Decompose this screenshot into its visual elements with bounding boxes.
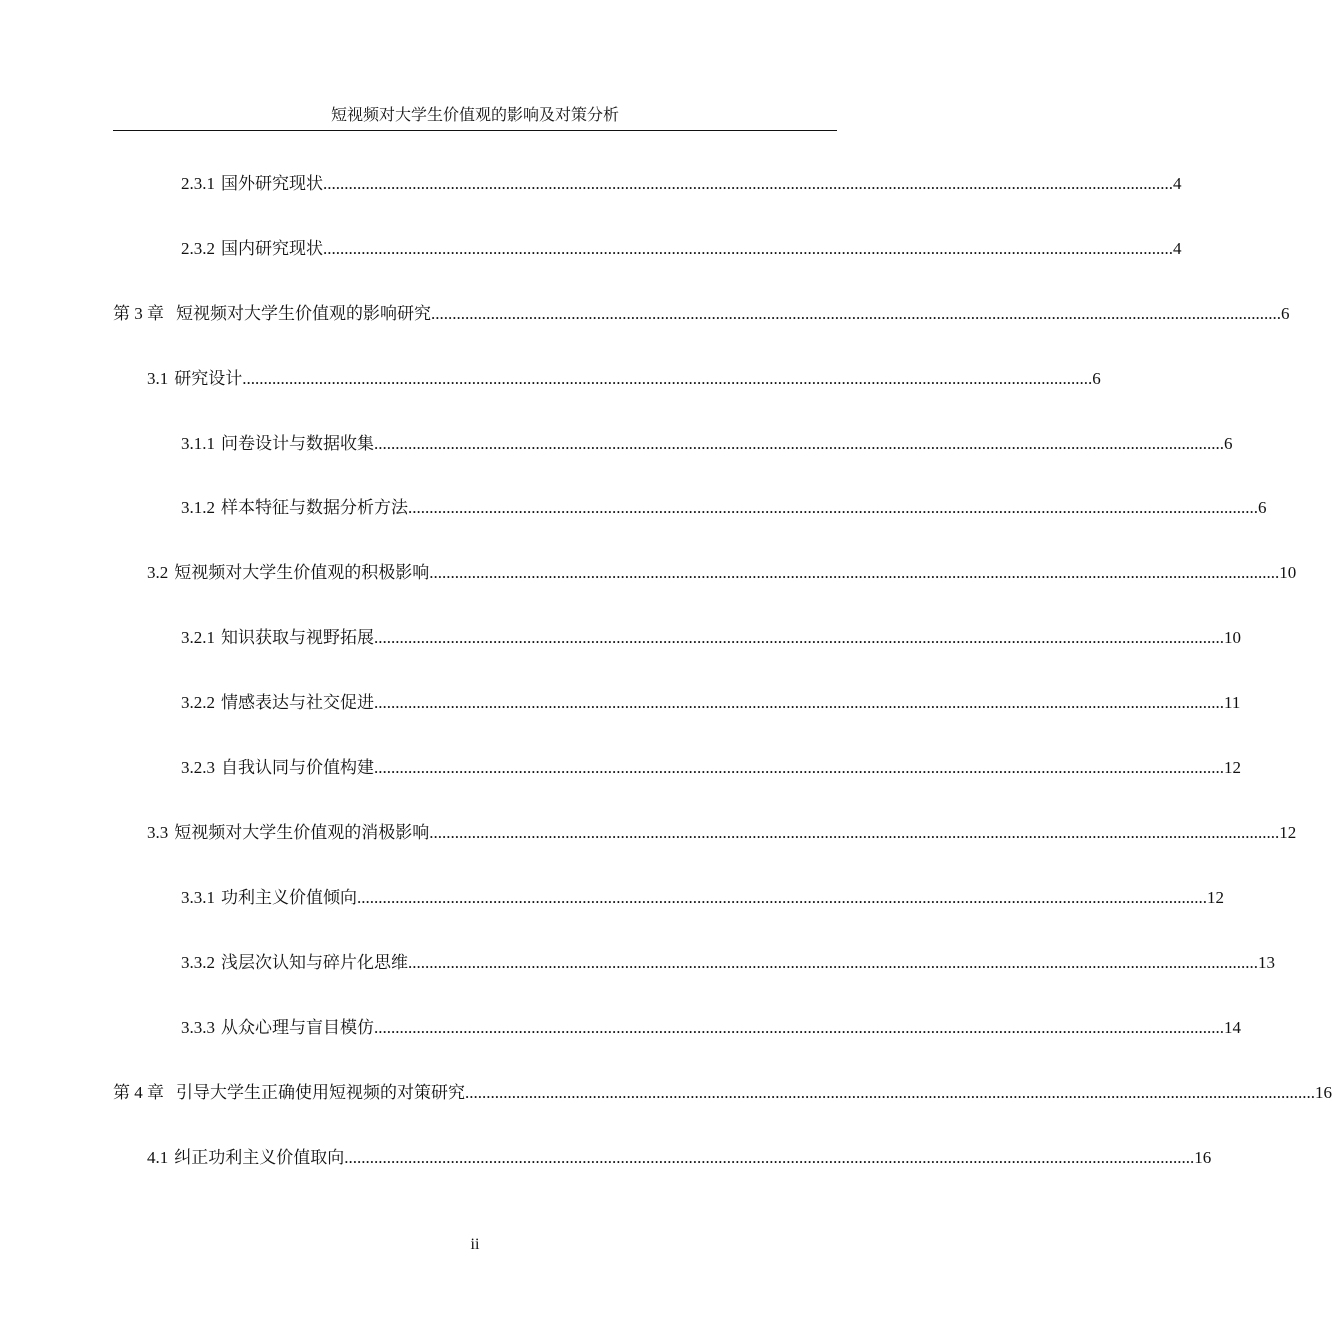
- dot-leader: ........................................................................................................................................................................................................: [408, 498, 1258, 517]
- toc-entry-4-1[interactable]: [147, 1145, 1212, 1171]
- toc-entry-page: 4: [1173, 239, 1182, 258]
- toc-entry-3-2[interactable]: [147, 560, 1297, 586]
- toc-entry-page: 12: [1207, 888, 1224, 907]
- toc-entry-page: 12: [1279, 823, 1297, 842]
- toc-entry-chapter-3[interactable]: [113, 301, 1290, 327]
- toc-entry-title: 从众心理与盲目模仿: [221, 1018, 374, 1037]
- dot-leader: ........................................................................................................................................................................................................: [374, 434, 1224, 453]
- dot-leader: ........................................................................................................................................................................................................: [429, 563, 1280, 582]
- toc-entry-page: 13: [1258, 953, 1275, 972]
- toc-entry-number: 3.3: [147, 823, 169, 842]
- toc-entry-number: 3.1.1: [181, 434, 215, 453]
- toc-entry-number: 3.1.2: [181, 498, 215, 517]
- toc-entry-page: 6: [1224, 434, 1233, 453]
- dot-leader: ........................................................................................................................................................................................................: [242, 369, 1093, 388]
- toc-entry-page: 6: [1092, 369, 1101, 388]
- dot-leader: ........................................................................................................................................................................................................: [465, 1083, 1315, 1102]
- toc-entry-title: 情感表达与社交促进: [221, 693, 374, 712]
- toc-entry-3-3[interactable]: [147, 820, 1297, 846]
- toc-entry-title: 国外研究现状: [221, 174, 323, 193]
- toc-entry-number: 2.3.2: [181, 239, 215, 258]
- toc-entry-number: 3.2: [147, 563, 169, 582]
- toc-entry-number: 3.3.3: [181, 1018, 215, 1037]
- dot-leader: ........................................................................................................................................................................................................: [374, 1018, 1224, 1037]
- toc-entry-3-2-3[interactable]: [181, 755, 1241, 781]
- dot-leader: ........................................................................................................................................................................................................: [374, 628, 1224, 647]
- toc-entry-3-3-3[interactable]: [181, 1015, 1241, 1041]
- page-header-title: 短视频对大学生价值观的影响及对策分析: [330, 107, 619, 124]
- toc-entry-page: 16: [1194, 1148, 1212, 1167]
- toc-entry-page: 14: [1224, 1018, 1241, 1037]
- toc-entry-title: 纠正功利主义价值取向: [174, 1148, 345, 1167]
- toc-entry-3-3-2[interactable]: [181, 950, 1275, 976]
- toc-entry-3-2-2[interactable]: [181, 690, 1241, 716]
- toc-entry-number: 4.1: [147, 1148, 169, 1167]
- toc-entry-page: 6: [1258, 498, 1267, 517]
- toc-entry-page: 6: [1281, 304, 1290, 323]
- toc-entry-title: 知识获取与视野拓展: [221, 628, 374, 647]
- toc-entry-title: 短视频对大学生价值观的积极影响: [174, 563, 430, 582]
- toc-entry-number: 3.3.1: [181, 888, 215, 907]
- toc-entry-3-1-2[interactable]: [181, 495, 1267, 521]
- toc-entry-page: 10: [1224, 628, 1241, 647]
- toc-entry-2-3-2[interactable]: [181, 236, 1182, 262]
- toc-entry-number: 3.2.1: [181, 628, 215, 647]
- page-number: ii: [470, 1236, 480, 1253]
- dot-leader: ........................................................................................................................................................................................................: [431, 304, 1281, 323]
- dot-leader: ........................................................................................................................................................................................................: [323, 174, 1173, 193]
- toc-entry-title: 研究设计: [174, 369, 243, 388]
- toc-entry-2-3-1[interactable]: [181, 171, 1182, 197]
- toc-entry-title: 样本特征与数据分析方法: [221, 498, 408, 517]
- dot-leader: ........................................................................................................................................................................................................: [357, 888, 1207, 907]
- toc-entry-3-2-1[interactable]: [181, 625, 1241, 651]
- toc-entry-3-3-1[interactable]: [181, 885, 1224, 911]
- toc-entry-title: 国内研究现状: [221, 239, 323, 258]
- dot-leader: ........................................................................................................................................................................................................: [344, 1148, 1195, 1167]
- toc-entry-3-1-1[interactable]: [181, 431, 1233, 457]
- toc-entry-chapter-4[interactable]: [113, 1080, 1332, 1106]
- dot-leader: ........................................................................................................................................................................................................: [323, 239, 1173, 258]
- dot-leader: ........................................................................................................................................................................................................: [374, 693, 1224, 712]
- toc-entry-title: 浅层次认知与碎片化思维: [221, 953, 408, 972]
- toc-entry-number: 第 4 章: [113, 1083, 164, 1102]
- toc-entry-number: 第 3 章: [113, 304, 164, 323]
- toc-entry-title: 短视频对大学生价值观的消极影响: [174, 823, 430, 842]
- toc-entry-title: 自我认同与价值构建: [221, 758, 374, 777]
- toc-entry-3-1[interactable]: [147, 366, 1101, 392]
- toc-entry-page: 4: [1173, 174, 1182, 193]
- toc-entry-title: 短视频对大学生价值观的影响研究: [176, 304, 431, 323]
- toc-entry-title: 问卷设计与数据收集: [221, 434, 374, 453]
- toc-entry-number: 2.3.1: [181, 174, 215, 193]
- toc-entry-number: 3.3.2: [181, 953, 215, 972]
- toc-entry-page: 11: [1224, 693, 1241, 712]
- dot-leader: ........................................................................................................................................................................................................: [374, 758, 1224, 777]
- toc-entry-page: 12: [1224, 758, 1241, 777]
- toc-entry-title: 引导大学生正确使用短视频的对策研究: [176, 1083, 465, 1102]
- toc-entry-page: 16: [1315, 1083, 1332, 1102]
- toc-entry-number: 3.2.3: [181, 758, 215, 777]
- toc-entry-page: 10: [1279, 563, 1297, 582]
- dot-leader: ........................................................................................................................................................................................................: [429, 823, 1280, 842]
- toc-entry-number: 3.2.2: [181, 693, 215, 712]
- dot-leader: ........................................................................................................................................................................................................: [408, 953, 1258, 972]
- toc-entry-title: 功利主义价值倾向: [221, 888, 357, 907]
- toc-entry-number: 3.1: [147, 369, 169, 388]
